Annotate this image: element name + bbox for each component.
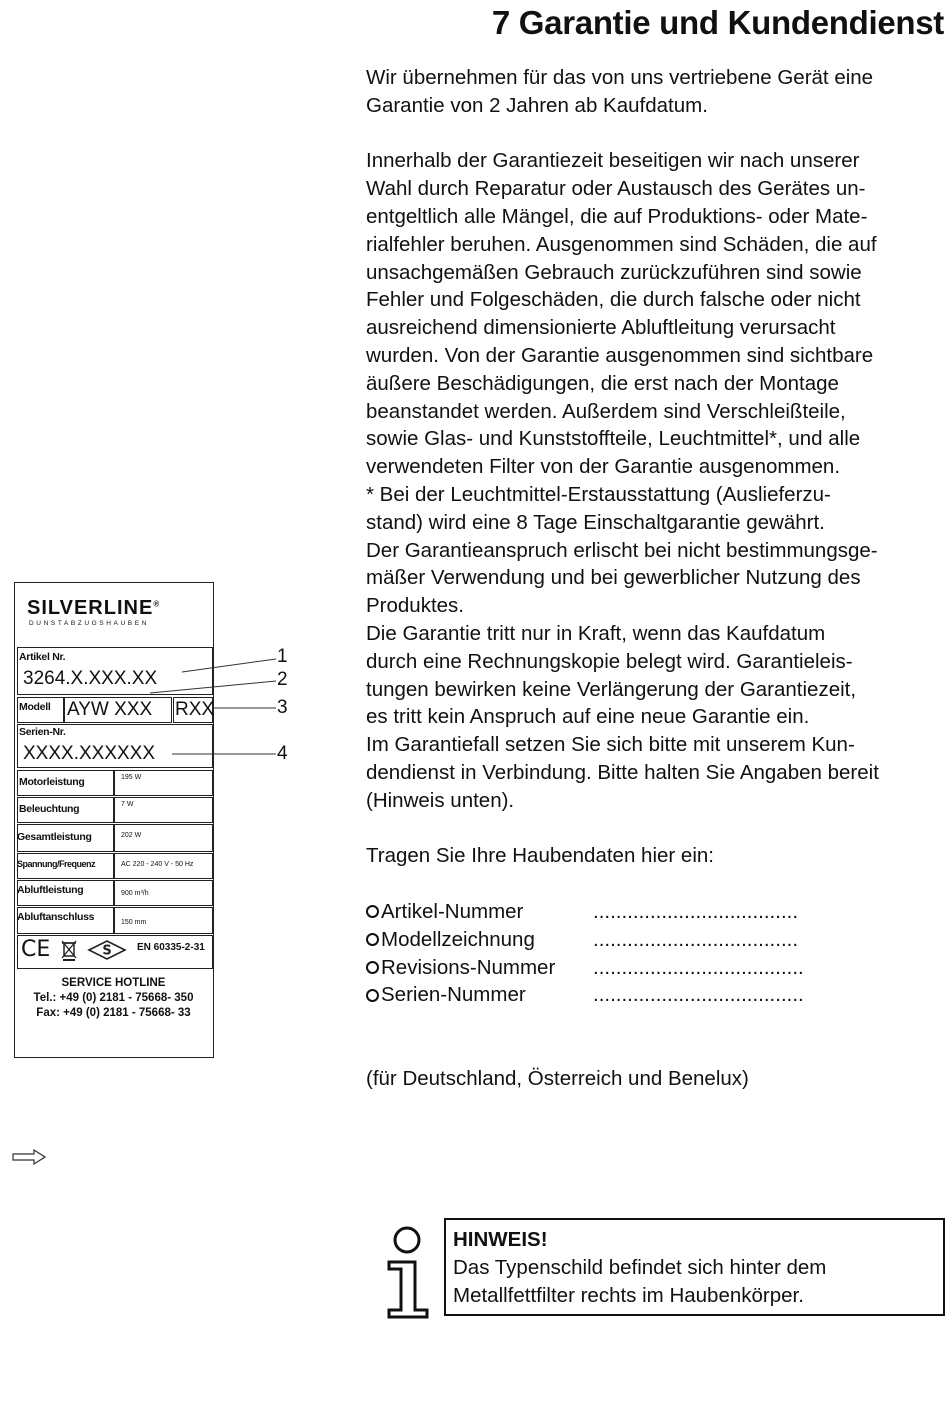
- text-line: Fehler und Folgeschäden, die durch falsche oder nicht: [366, 288, 861, 312]
- arrow-right-icon: [12, 1149, 46, 1165]
- data-field-label: Serien-Nummer: [381, 983, 526, 1007]
- note-line: Metallfettfilter rechts im Haubenkörper.: [453, 1284, 804, 1307]
- brand-name: SILVERLINE: [27, 597, 154, 619]
- svg-text:S: S: [102, 943, 112, 959]
- data-field-dots: .....................................: [593, 983, 804, 1007]
- page-title: 7 Garantie und Kundendienst: [491, 4, 944, 41]
- data-field-label: Modellzeichnung: [381, 927, 535, 951]
- text-line: unsachgemäßen Gebrauch zurückzuführen sind sowie: [366, 260, 862, 284]
- spec-label: Abluftleistung: [17, 884, 84, 896]
- spec-value: 900 m³/h: [121, 890, 149, 897]
- spec-label: Motorleistung: [19, 776, 85, 788]
- brand-subtitle: DUNSTABZUGSHAUBEN: [29, 620, 149, 627]
- spec-label: Abluftanschluss: [17, 911, 95, 923]
- text-line: * Bei der Leuchtmittel-Erstausstattung (Auslieferzu-: [366, 482, 831, 506]
- text-line: Innerhalb der Garantiezeit beseitigen wir nach unserer: [366, 149, 860, 173]
- callout-1: 1: [277, 646, 288, 667]
- text-line: entgeltlich alle Mängel, die auf Produktions- oder Mate-: [366, 204, 868, 228]
- artikel-label: Artikel Nr.: [19, 651, 66, 663]
- text-line: wurden. Von der Garantie ausgenommen sind sichtbare: [366, 343, 874, 367]
- registered-mark: ®: [153, 599, 161, 609]
- text-line: Die Garantie tritt nur in Kraft, wenn das Kaufdatum: [366, 621, 826, 645]
- text-line: tungen bewirken keine Verlängerung der Garantiezeit,: [366, 677, 857, 701]
- spec-label: Beleuchtung: [19, 803, 80, 815]
- info-icon: [383, 1224, 433, 1320]
- text-line: es tritt kein Anspruch auf eine neue Garantie ein.: [366, 705, 810, 729]
- norm-label: EN 60335-2-31: [137, 942, 205, 953]
- callout-3: 3: [277, 697, 288, 718]
- hotline-title: SERVICE HOTLINE: [61, 977, 166, 989]
- text-line: Wahl durch Reparatur oder Austausch des Gerätes un-: [366, 177, 866, 201]
- ce-mark-icon: CE: [21, 937, 51, 962]
- text-line: verwendeten Filter von der Garantie ausgenommen.: [366, 455, 841, 479]
- note-line: Das Typenschild befindet sich hinter dem: [453, 1256, 827, 1279]
- hotline-tel: Tel.: +49 (0) 2181 - 75668- 350: [33, 992, 194, 1004]
- text-line: durch eine Rechnungskopie belegt wird. Garantieleis-: [366, 649, 853, 673]
- serien-label: Serien-Nr.: [19, 726, 66, 738]
- data-field-label: Artikel-Nummer: [381, 899, 524, 923]
- text-line: sowie Glas- und Kunststoffteile, Leuchtmittel*, und alle: [366, 427, 861, 451]
- data-field-dots: .....................................: [593, 955, 804, 979]
- region-note: (für Deutschland, Österreich und Benelux): [366, 1066, 749, 1090]
- modell-label: Modell: [19, 701, 51, 713]
- spec-value: 202 W: [121, 832, 142, 839]
- text-line: Wir übernehmen für das von uns vertriebene Gerät eine: [366, 66, 874, 89]
- text-line: stand) wird eine 8 Tage Einschaltgarantie gewährt.: [366, 510, 825, 534]
- artikel-value: 3264.X.XXX.XX: [23, 668, 158, 689]
- text-line: mäßer Verwendung und bei gewerblicher Nutzung des: [366, 566, 861, 590]
- data-intro: Tragen Sie Ihre Haubendaten hier ein:: [366, 844, 714, 868]
- hotline-fax: Fax: +49 (0) 2181 - 75668- 33: [36, 1007, 191, 1019]
- text-line: (Hinweis unten).: [366, 788, 515, 812]
- text-line: Der Garantieanspruch erlischt bei nicht bestimmungsge-: [366, 538, 878, 562]
- serien-value: XXXX.XXXXXX: [23, 743, 156, 764]
- revision-value: RXX: [175, 699, 215, 720]
- callout-2: 2: [277, 669, 288, 690]
- text-line: Im Garantiefall setzen Sie sich bitte mit unserem Kun-: [366, 733, 855, 757]
- spec-label: Gesamtleistung: [17, 831, 92, 843]
- spec-value: 150 mm: [121, 919, 147, 926]
- note-heading: HINWEIS!: [453, 1228, 548, 1251]
- modell-value: AYW XXX: [67, 699, 153, 720]
- text-line: ausreichend dimensionierte Abluftleitung verursacht: [366, 316, 836, 340]
- spec-value: 195 W: [121, 774, 142, 781]
- data-field-dots: ....................................: [593, 927, 799, 951]
- data-field-label: Revisions-Nummer: [381, 955, 556, 979]
- text-line: Garantie von 2 Jahren ab Kaufdatum.: [366, 93, 708, 117]
- spec-value: 7 W: [121, 801, 134, 808]
- text-line: beanstandet werden. Außerdem sind Verschleißteile,: [366, 399, 846, 423]
- text-line: rialfehler beruhen. Ausgenommen sind Schäden, die auf: [366, 232, 877, 256]
- callout-4: 4: [277, 743, 288, 764]
- text-line: dendienst in Verbindung. Bitte halten Sie Angaben bereit: [366, 760, 879, 784]
- note-box: [444, 1218, 945, 1316]
- data-field-dots: ....................................: [593, 899, 799, 923]
- text-line: Produktes.: [366, 594, 464, 618]
- text-line: äußere Beschädigungen, die erst nach der Montage: [366, 371, 839, 395]
- spec-label: Spannung/Frequenz: [17, 859, 95, 869]
- spec-value: AC 220 - 240 V - 50 Hz: [121, 861, 194, 868]
